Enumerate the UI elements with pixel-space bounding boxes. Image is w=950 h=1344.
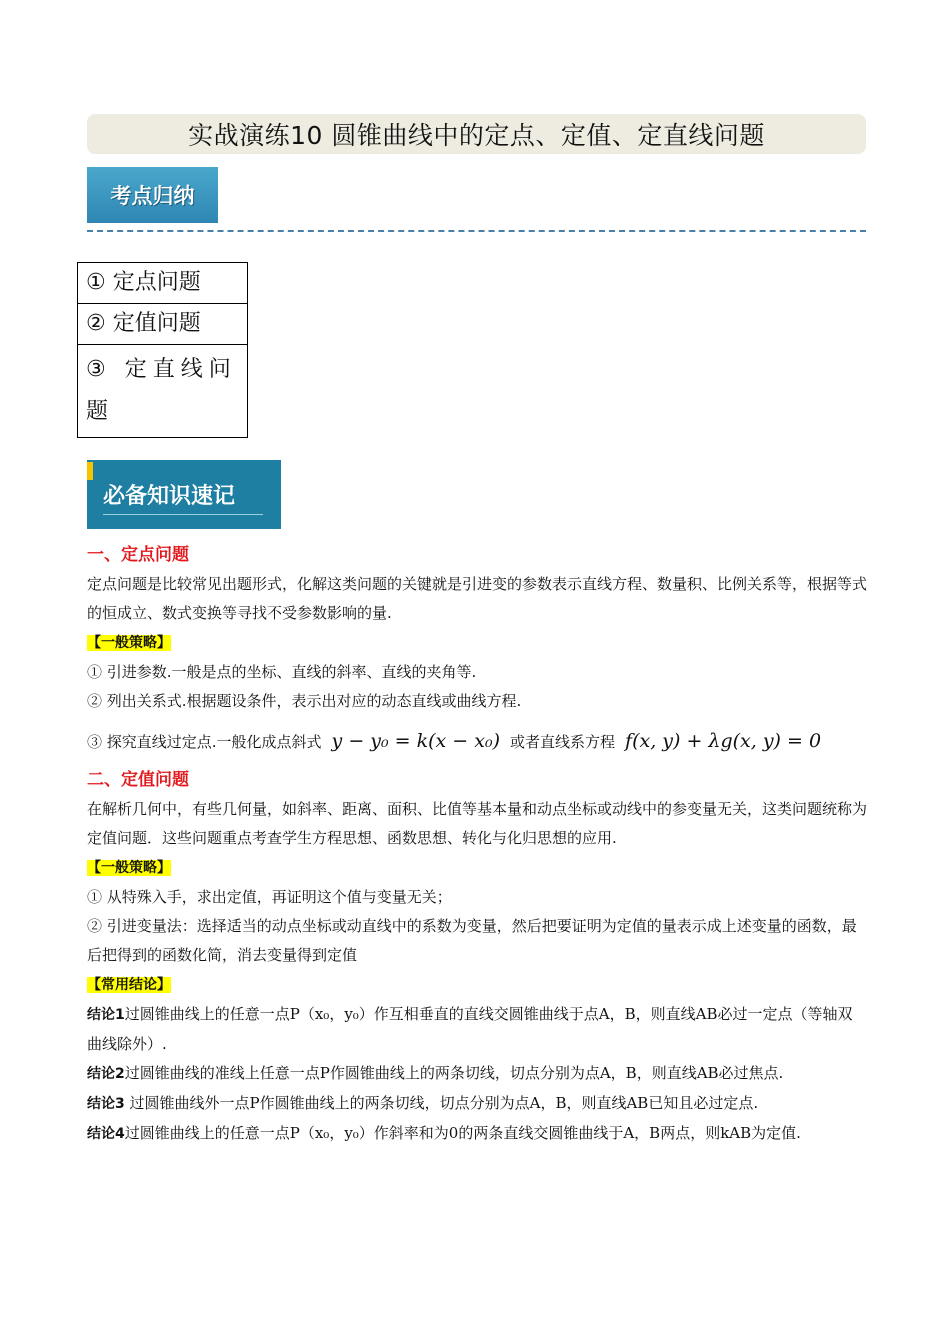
conclusion-1-label: 结论1 [87,1007,125,1023]
content-body [87,540,867,1149]
conclusion-1 [87,1000,867,1059]
banner-underline [103,514,263,515]
strategy-tag-2: 【一般策略】 [87,860,171,876]
topic-cell-3: ③ 定直线问题 [78,345,248,438]
formula-line-system: f(x, y) + λg(x, y) = 0 [625,730,822,752]
topic-cell-1: ① 定点问题 [78,263,248,304]
formula-point-slope: y − y₀ = k(x − x₀) [331,730,501,752]
banner-bibei [87,460,281,529]
table-row [78,263,248,304]
conclusion-2-label: 结论2 [87,1066,125,1082]
s1-step-2: ② 列出关系式.根据题设条件，表示出对应的动态直线或曲线方程. [87,692,522,710]
dashed-divider [87,230,866,232]
section-heading-2: 二、定值问题 [87,770,189,790]
conclusion-2 [87,1059,867,1089]
s2-step-1: ① 从特殊入手，求出定值，再证明这个值与变量无关； [87,888,452,906]
s1-step-3 [87,722,867,761]
section-heading-1: 一、定点问题 [87,545,189,565]
conclusion-3 [87,1089,867,1119]
banner-accent [87,462,93,480]
conclusion-4-text: 过圆锥曲线上的任意一点P（x₀，y₀）作斜率和为0的两条直线交圆锥曲线于A，B两点，则kAB为定值. [124,1124,801,1142]
table-row [78,304,248,345]
section-1-intro: 定点问题是比较常见出题形式，化解这类问题的关键就是引进变的参数表示直线方程、数量积、比例关系等，根据等式的恒成立、数式变换等寻找不受参数影响的量. [87,575,868,622]
s1-step-3-middle: 或者直线系方程 [510,733,616,751]
page-title: 实战演练10 圆锥曲线中的定点、定值、定直线问题 [87,114,866,154]
conclusion-2-text: 过圆锥曲线的准线上任意一点P作圆锥曲线上的两条切线，切点分别为点A，B，则直线AB必过焦点. [124,1064,784,1082]
topic-table [77,262,248,438]
table-row [78,345,248,438]
topic-cell-2: ② 定值问题 [78,304,248,345]
s1-step-3-prefix: ③ 探究直线过定点.一般化成点斜式 [87,733,322,751]
conclusion-1-text: 过圆锥曲线上的任意一点P（x₀，y₀）作互相垂直的直线交圆锥曲线于点A，B，则直线AB必过一定点（等轴双曲线除外）. [87,1005,853,1053]
s1-step-1: ① 引进参数.一般是点的坐标、直线的斜率、直线的夹角等. [87,663,477,681]
banner-bibei-label: 必备知识速记 [103,484,236,509]
conclusion-tag: 【常用结论】 [87,977,171,993]
conclusion-3-text: 过圆锥曲线外一点P作圆锥曲线上的两条切线，切点分别为点A，B，则直线AB已知且必过定点. [124,1094,759,1112]
s2-step-2: ② 引进变量法：选择适当的动点坐标或动直线中的系数为变量，然后把要证明为定值的量表示成上述变量的函数，最后把得到的函数化简，消去变量得到定值 [87,917,857,964]
banner-kaodian: 考点归纳 [87,167,218,223]
conclusion-4-label: 结论4 [87,1126,125,1142]
section-2-intro: 在解析几何中，有些几何量，如斜率、距离、面积、比值等基本量和动点坐标或动线中的参变量无关，这类问题统称为定值问题．这些问题重点考查学生方程思想、函数思想、转化与化归思想的应用. [87,800,868,847]
conclusion-3-label: 结论3 [87,1096,125,1112]
conclusion-4 [87,1119,867,1149]
strategy-tag-1: 【一般策略】 [87,635,171,651]
